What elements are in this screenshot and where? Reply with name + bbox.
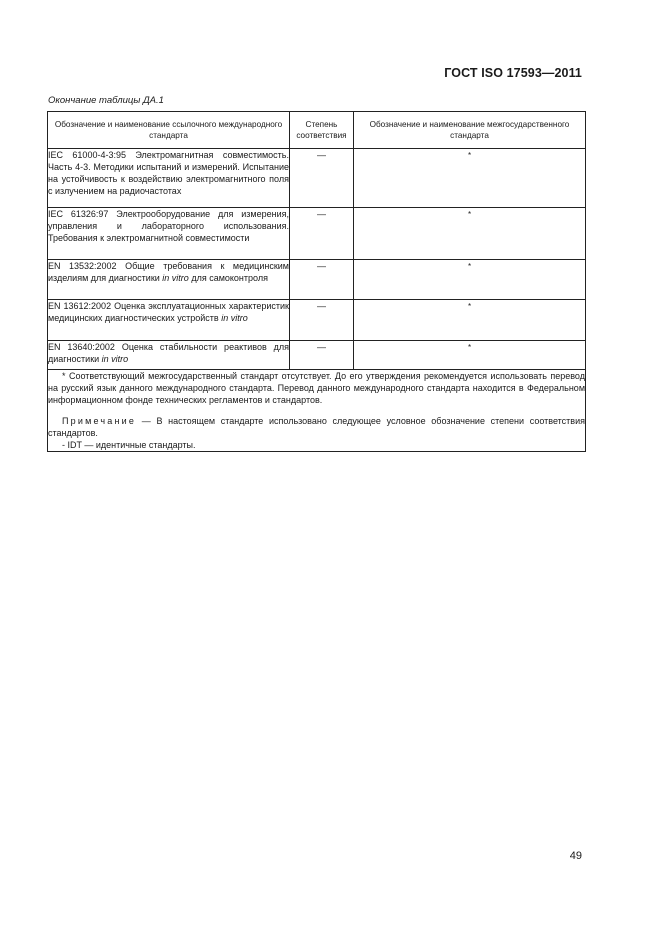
- note-text: — В настоящем стандарте использовано следующее условное обозначение степени соответствия стандартов.: [48, 416, 585, 438]
- reference-table: [47, 111, 586, 452]
- note-paragraph: [48, 415, 585, 439]
- national-value: *: [467, 302, 472, 311]
- row-national: [354, 341, 586, 370]
- degree-value: —: [317, 209, 326, 219]
- column-header-national: Обозначение и наименование межгосударственного стандарта: [354, 112, 586, 149]
- column-header-degree: Степень соответствия: [290, 112, 354, 149]
- standard-name-text: EN 13640:2002 Оценка стабильности реактивов для диагностики: [48, 342, 289, 364]
- row-degree: [290, 341, 354, 370]
- row-standard-name: IEC 61000-4-3:95 Электромагнитная совместимость. Часть 4-3. Методики испытаний и измерений. Испытание на устойчивость к воздействию электромагнитного поля с излучением на радиочастотах: [48, 149, 290, 208]
- row-national: [354, 208, 586, 260]
- table-row: [48, 149, 586, 208]
- table-caption: Окончание таблицы ДА.1: [48, 95, 164, 106]
- national-value: *: [467, 151, 472, 160]
- table-footnote-cell: [48, 370, 586, 452]
- table-header-row: [48, 112, 586, 149]
- row-standard-name: [48, 341, 290, 370]
- table-row: [48, 208, 586, 260]
- table-row: [48, 341, 586, 370]
- table-footnote-row: [48, 370, 586, 452]
- table-row: [48, 300, 586, 341]
- row-degree: [290, 260, 354, 300]
- degree-value: —: [317, 261, 326, 271]
- degree-value: —: [317, 342, 326, 352]
- standard-name-italic: in vitro: [162, 273, 189, 283]
- document-code: ГОСТ ISO 17593—2011: [444, 66, 582, 80]
- row-degree: [290, 149, 354, 208]
- row-degree: [290, 300, 354, 341]
- row-national: [354, 149, 586, 208]
- standard-name-italic: in vitro: [101, 354, 129, 364]
- table-row: [48, 260, 586, 300]
- standard-name-text: для самоконтроля: [188, 273, 268, 283]
- column-header-international: Обозначение и наименование ссылочного международного стандарта: [48, 112, 290, 149]
- standard-name-italic: in vitro: [221, 313, 248, 323]
- row-standard-name: [48, 300, 290, 341]
- note-item: - IDT — идентичные стандарты.: [62, 440, 196, 450]
- degree-value: —: [317, 150, 326, 160]
- row-degree: [290, 208, 354, 260]
- degree-value: —: [317, 301, 326, 311]
- national-value: *: [467, 262, 472, 271]
- standard-name-text: EN 13612:2002 Оценка эксплуатационных характеристик медицинских диагностических устройств: [48, 301, 289, 323]
- note-label: Примечание: [62, 416, 137, 426]
- row-national: [354, 260, 586, 300]
- row-standard-name: [48, 260, 290, 300]
- footnote-text: * Соответствующий межгосударственный стандарт отсутствует. До его утверждения рекомендуется использовать перевод на русский язык данного международного стандарта. Перевод данного международного стандарта находится в Федеральном информационном фонде технических регламентов и стандартов.: [48, 371, 585, 405]
- standard-name-text: EN 13532:2002 Общие требования к медицинским изделиям для диагностики: [48, 261, 289, 283]
- page-number: 49: [569, 850, 582, 862]
- national-value: *: [467, 210, 472, 219]
- national-value: *: [467, 343, 472, 352]
- row-national: [354, 300, 586, 341]
- row-standard-name: IEC 61326:97 Электрооборудование для измерения, управления и лабораторного использования. Требования к электромагнитной совместимости: [48, 208, 290, 260]
